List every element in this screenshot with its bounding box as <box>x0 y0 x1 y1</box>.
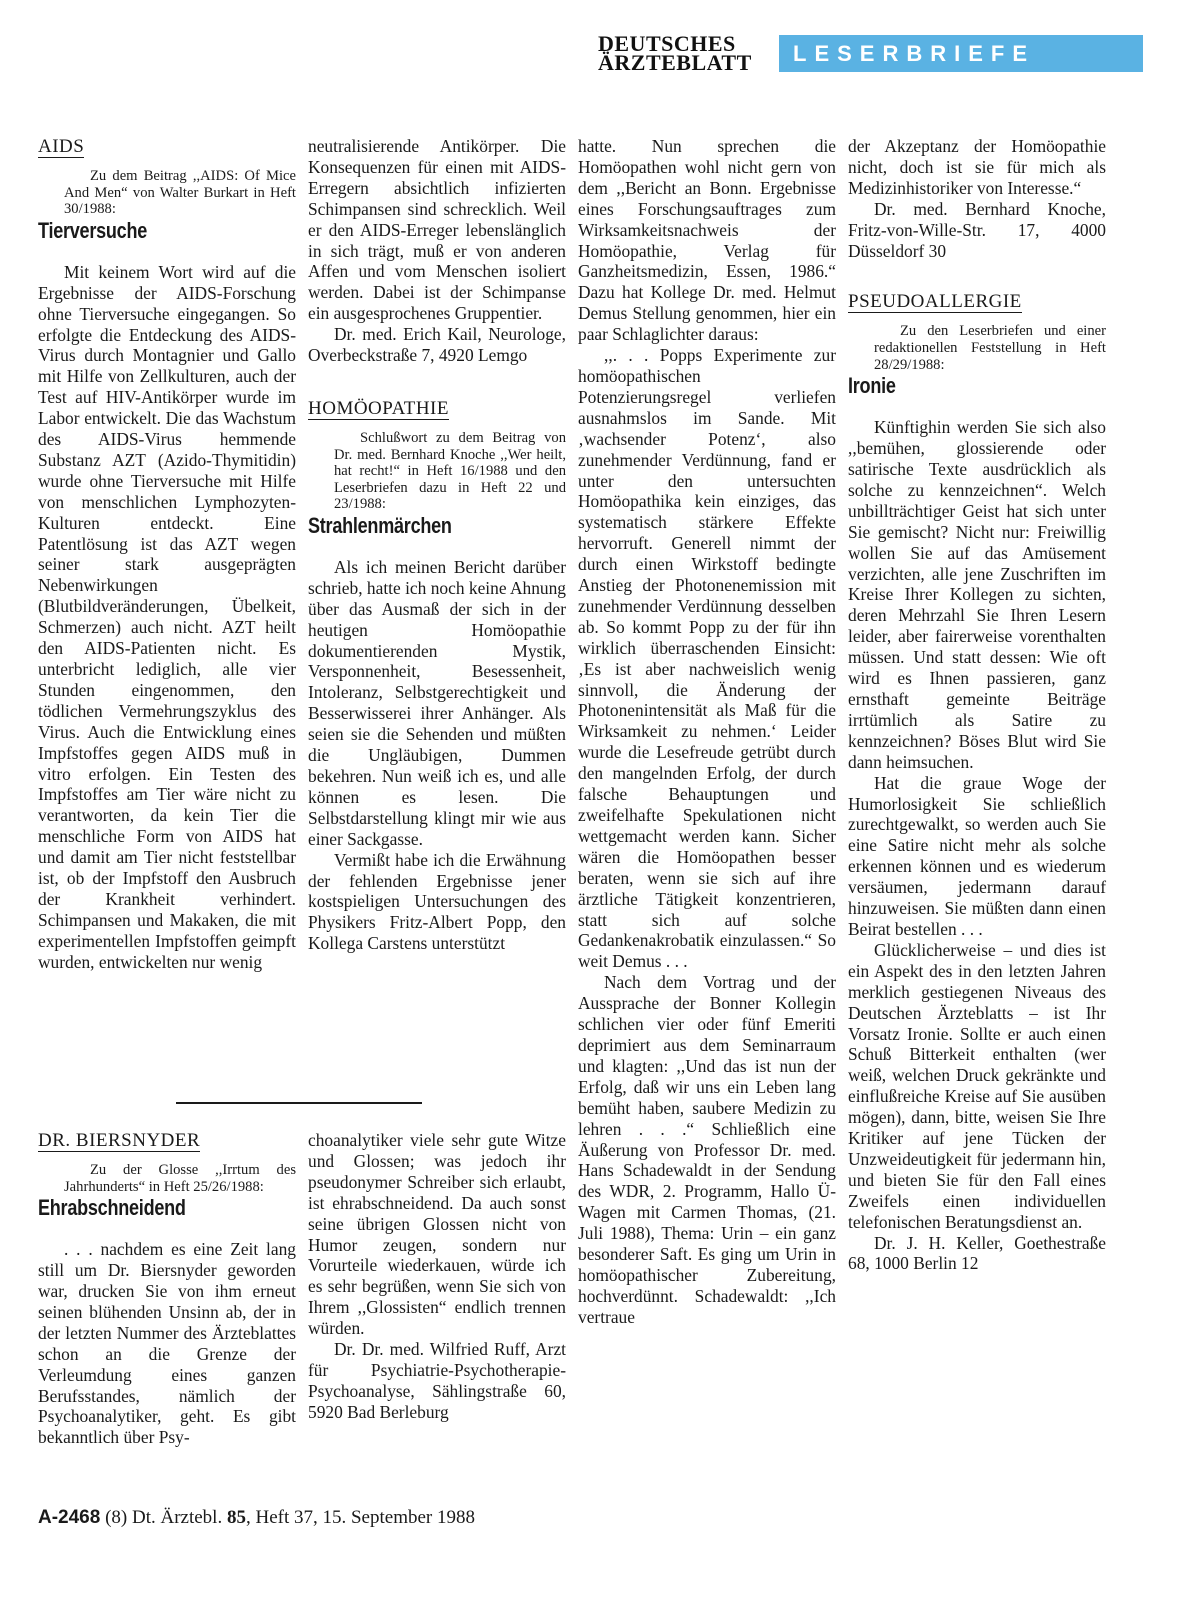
letter-signature: Dr. Dr. med. Wilfried Ruff, Arzt für Psychiatrie-Psychotherapie-Psychoanalyse, Sählingstraße 60, 5920 Bad Berleburg <box>308 1339 566 1422</box>
masthead-line2: ÄRZTEBLATT <box>598 50 752 75</box>
letter-paragraph: Mit keinem Wort wird auf die Ergebnisse der AIDS-Forschung ohne Tierversuche eingegangen. So erfolgte die Entdeckung des AIDS-Virus durch Montagnier und Gallo mit Hilfe von Zellkulturen, auch der Test auf HIV-Antikörper wurde im Labor entwickelt. Die das Wachstum des AIDS-Virus hemmende Substanz AZT (Azido-Thymitidin) wurde ohne Tierversuche mit Hilfe von menschlichen Lymphozyten-Kulturen entdeckt. Eine Patentlösung ist das AZT wegen seiner stark ausgeprägten Nebenwirkungen (Blutbildveränderungen, Übelkeit, Schmerzen) auch nicht. AZT heilt den AIDS-Patienten nicht. Es unterbricht lediglich, alle vier Stunden eingenommen, den tödlichen Vermehrungszyklus des Virus. Auch die Entwicklung eines Impfstoffes gegen AIDS muß in vitro erfolgen. Ein Testen des Impfstoffes am Tier wäre nicht zu verantworten, da kein Tier die menschliche Form von AIDS hat und damit am Tier nicht feststellbar ist, ob der Impfstoff den Ausbruch der Krankheit verhindert. Schimpansen und Makaken, die mit experimentellen Impfstoffen geimpft wurden, entwickelten nur wenig <box>38 261 296 972</box>
letter-paragraph: Hat die graue Woge der Humorlosigkeit Sie schließlich zurechtgewalkt, so werden auch Sie eine Satire nicht mehr als solche erkennen können und es wiederum versäumen, jedermann darauf hinzuweisen. Sie müßten dann einen Beirat bestellen . . . <box>848 772 1106 939</box>
page-footer <box>38 1507 475 1529</box>
footer-journal: (8) Dt. Ärztebl. <box>105 1507 223 1528</box>
letter-signature: Dr. J. H. Keller, Goethestraße 68, 1000 Berlin 12 <box>848 1232 1106 1274</box>
letter-intro: Schlußwort zu dem Beitrag von Dr. med. Bernhard Knoche ,,Wer heilt, hat recht!“ in Heft 16/1988 und den Leserbriefen dazu in Heft 22 und 23/1988: <box>334 429 566 513</box>
letter-paragraph: choanalytiker viele sehr gute Witze und Glossen; was jedoch ihr pseudonymer Schreiber sich erlaubt, ist ehrabschneidend. Da auch sonst seine übrigen Glossen nicht von Humor zeugen, sondern nur Vorurteile wiederkauen, würde ich es sehr begrüßen, wenn Sie sich von Ihrem ,,Glossisten“ endlich trennen würden. <box>308 1130 566 1339</box>
letter-paragraph: ,,. . . Popps Experimente zur homöopathischen Potenzierungsregel verliefen ausnahmslos im Sande. Mit ‚wachsender Potenz‘, also zunehmender Verdünnung, fand er unter den untersuchten Homöopathika kein einziges, das systematisch stärkere Effekte hervorruft. Generell nimmt der durch einen Wirkstoff bedingte Anstieg der Photonenemission mit zunehmender Verdünnung desselben ab. So kommt Popp zu der für ihn wirklich überraschenden Einsicht: ‚Es ist aber nachweislich wenig sinnvoll, die Änderung der Photonenintensität als Maß für die Wirksamkeit zu nehmen.‘ Leider wurde die Lesefreude getrübt durch den mangelnden Erfolg, der durch falsche Behauptungen und zweifelhafte Spekulationen nicht wettgemacht werden kann. Sicher wären die Homöopathen besser beraten, wenn sie sich auf ihre ärztliche Tätigkeit konzentrieren, statt sich auf solche Gedankenakrobatik einzulassen.“ So weit Demus . . . <box>578 345 836 972</box>
letter-paragraph: Künftighin werden Sie sich also ,,bemühen, glossierende oder satirische Texte ausdrücklich als solche zu kennzeichnen“. Welch unbillträchtiger Geist hat sich unter Sie gemischt? Nicht nur: Freiwillig wollen Sie auf das Amüsement verzichten, alle jene Zuschriften im Kreise Ihrer Kollegen zu sichten, deren Mehrzahl Sie Ihren Lesern leider, aber fairerweise vorenthalten müssen. Und statt dessen: Wie oft wird es Ihnen passieren, ganz ernsthaft gemeinte Beiträge irrtümlich als Satire zu kennzeichnen? Böses Blut wird Sie dann heimsuchen. <box>848 417 1106 772</box>
column-1-bottom <box>38 1130 296 1448</box>
letter-paragraph: neutralisierende Antikörper. Die Konsequenzen für einen mit AIDS-Erregern absichtlich infizierten Schimpansen sind schrecklich. Weil er den AIDS-Erreger lebenslänglich in sich trägt, muß er von anderen Affen und vom Menschen isoliert werden. Dabei ist der Schimpanse ein ausgesprochenes Gruppentier. <box>308 136 566 324</box>
footer-volume: 85 <box>226 1507 246 1528</box>
letter-headline: Ironie <box>848 373 896 399</box>
letter-headline: Tierversuche <box>38 217 148 243</box>
letter-paragraph: der Akzeptanz der Homöopathie nicht, doch ist sie für mich als Medizinhistoriker von Interesse.“ <box>848 136 1106 198</box>
letter-paragraph: Nach dem Vortrag und der Aussprache der Bonner Kollegin schlichen vier oder fünf Emeriti deprimiert aus dem Seminarraum und klagten: ,,Und das ist nun der Erfolg, daß wir uns ein Leben lang bemüht haben, saubere Medizin zu lehren . . .“ Schließlich eine Äußerung von Professor Dr. med. Hans Schadewaldt in der Sendung des WDR, 2. Programm, Hallo Ü-Wagen mit Carmen Thomas, (21. Juli 1988), Thema: Urin – ein ganz besonderer Saft. Es ging um Urin in homöopathischer Zubereitung, hochverdünnt. Schadewaldt: ,,Ich vertraue <box>578 972 836 1327</box>
topic-heading: HOMÖOPATHIE <box>308 397 449 419</box>
rubric-banner: LESERBRIEFE <box>779 35 1143 72</box>
column-3 <box>578 136 836 1328</box>
column-2-bottom <box>308 1130 566 1423</box>
column-2 <box>308 136 566 954</box>
letter-headline: Ehrabschneidend <box>38 1195 186 1221</box>
footer-issue: , Heft 37, 15. September 1988 <box>245 1507 475 1528</box>
letter-signature: Dr. med. Erich Kail, Neurologe, Overbeckstraße 7, 4920 Lemgo <box>308 324 566 366</box>
letter-intro: Zu dem Beitrag ,,AIDS: Of Mice And Men“ von Walter Burkart in Heft 30/1988: <box>64 168 296 218</box>
letter-intro: Zu den Leserbriefen und einer redaktionellen Feststellung in Heft 28/29/1988: <box>874 323 1106 373</box>
letter-headline: Strahlenmärchen <box>308 512 452 538</box>
letter-paragraph: Vermißt habe ich die Erwähnung der fehlenden Ergebnisse jener kostspieligen Untersuchungen des Physikers Fritz-Albert Popp, den Kollega Carstens unterstützt <box>308 849 566 954</box>
topic-heading: DR. BIERSNYDER <box>38 1130 201 1151</box>
letter-signature: Dr. med. Bernhard Knoche, Fritz-von-Wille-Str. 17, 4000 Düsseldorf 30 <box>848 198 1106 261</box>
masthead-line1: DEUTSCHES <box>598 31 736 56</box>
section-divider <box>176 1102 422 1104</box>
column-4 <box>848 136 1106 1274</box>
letter-paragraph: Glücklicherweise – und dies ist ein Aspekt des in den letzten Jahren merklich gestiegenen Niveaus des Deutschen Ärzteblatts – ist Ihr Vorsatz Ironie. Sollte er auch einen Schuß Bitterkeit enthalten (wer weiß, welchen Druck gekränkte und einflußreiche Kreise auf Sie ausüben mögen), dann, bitte, weisen Sie Ihre Kritiker auf jene Tücken der Unzweideutigkeit für jedermann hin, und bieten Sie für den Fall eines Zweifels einen individuellen telefonischen Beratungsdienst an. <box>848 939 1106 1232</box>
masthead <box>598 31 752 75</box>
column-1 <box>38 136 296 973</box>
letter-paragraph: . . . nachdem es eine Zeit lang still um Dr. Biersnyder geworden war, drucken Sie von ihm erneut seinen blühenden Unsinn ab, der in der letzten Nummer des Ärzteblattes schon an die Grenze der Verleumdung eines ganzen Berufsstandes, nämlich der Psychoanalytiker, geht. Es gibt bekanntlich über Psy- <box>38 1239 296 1448</box>
letter-intro: Zu der Glosse ,,Irrtum des Jahrhunderts“ in Heft 25/26/1988: <box>64 1162 296 1195</box>
letter-paragraph: hatte. Nun sprechen die Homöopathen wohl nicht gern von dem ,,Bericht an Bonn. Ergebnisse eines Forschungsauftrages zum Wirksamkeitsnachweis der Homöopathie, Verlag für Ganzheitsmedizin, Essen, 1986.“ Dazu hat Kollege Dr. med. Helmut Demus Stellung genommen, hier ein paar Schlaglichter daraus: <box>578 136 836 345</box>
page-number: A-2468 <box>38 1507 101 1528</box>
letter-paragraph: Als ich meinen Bericht darüber schrieb, hatte ich noch keine Ahnung über das Ausmaß der sich in der heutigen Homöopathie dokumentierenden Mystik, Versponnenheit, Besessenheit, Intoleranz, Selbstgerechtigkeit und Besserwisserei ihrer Anhänger. Als seien sie die Sehenden und müßten die Ungläubigen, Dummen bekehren. Nun weiß ich es, und alle können es lesen. Die Selbstdarstellung klingt mir wie aus einer Sackgasse. <box>308 556 566 849</box>
topic-heading: PSEUDOALLERGIE <box>848 291 1022 313</box>
topic-heading: AIDS <box>38 136 85 157</box>
